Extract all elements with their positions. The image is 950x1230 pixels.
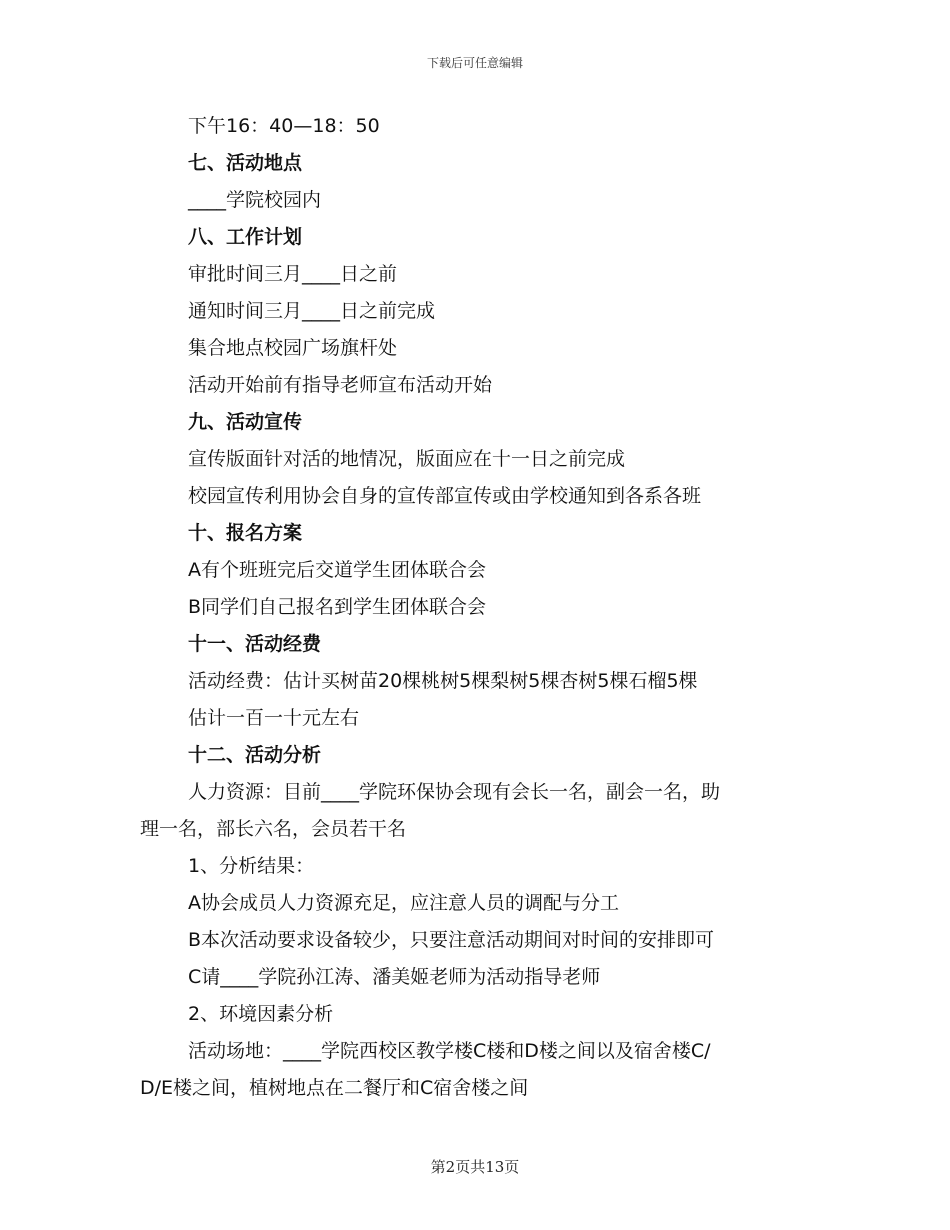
text-line: 活动开始前有指导老师宣布活动开始 [188,374,493,396]
text-line: 理一名，部长六名，会员若干名 [140,818,407,840]
text-line: 估计一百一十元左右 [188,707,360,729]
section-heading: 八、工作计划 [188,226,303,248]
text-line: 活动场地：____学院西校区教学楼C楼和D楼之间以及宿舍楼C/ [188,1040,711,1062]
text-line: A有个班班完后交道学生团体联合会 [188,559,486,581]
section-heading: 十、报名方案 [188,522,303,544]
text-line: 集合地点校园广场旗杆处 [188,337,398,359]
section-heading: 十一、活动经费 [188,633,322,655]
text-line: C请____学院孙江涛、潘美姬老师为活动指导老师 [188,966,601,988]
text-line: B同学们自己报名到学生团体联合会 [188,596,487,618]
text-line: 人力资源：目前____学院环保协会现有会长一名，副会一名，助 [188,781,721,803]
section-heading: 九、活动宣传 [188,411,303,433]
text-line: 宣传版面针对活的地情况，版面应在十一日之前完成 [188,448,626,470]
text-line: 1、分析结果： [188,855,315,877]
document-body [140,108,820,1107]
text-line: 审批时间三月____日之前 [188,263,398,285]
text-line: A协会成员人力资源充足，应注意人员的调配与分工 [188,892,619,914]
text-line: 2、环境因素分析 [188,1003,334,1025]
text-line: B本次活动要求设备较少，只要注意活动期间对时间的安排即可 [188,929,715,951]
text-line: 通知时间三月____日之前完成 [188,300,436,322]
text-line: 活动经费：估计买树苗20棵桃树5棵梨树5棵杏树5棵石榴5棵 [188,670,698,692]
section-heading: 十二、活动分析 [188,744,322,766]
text-line: ____学院校园内 [188,189,322,211]
text-line: 校园宣传利用协会自身的宣传部宣传或由学校通知到各系各班 [188,485,702,507]
text-line: 下午16：40—18：50 [188,115,380,137]
section-heading: 七、活动地点 [188,152,303,174]
page-header: 下载后可任意编辑 [426,56,523,70]
text-line: D/E楼之间，植树地点在二餐厅和C宿舍楼之间 [140,1077,529,1099]
page-footer: 第2页共13页 [430,1158,520,1176]
